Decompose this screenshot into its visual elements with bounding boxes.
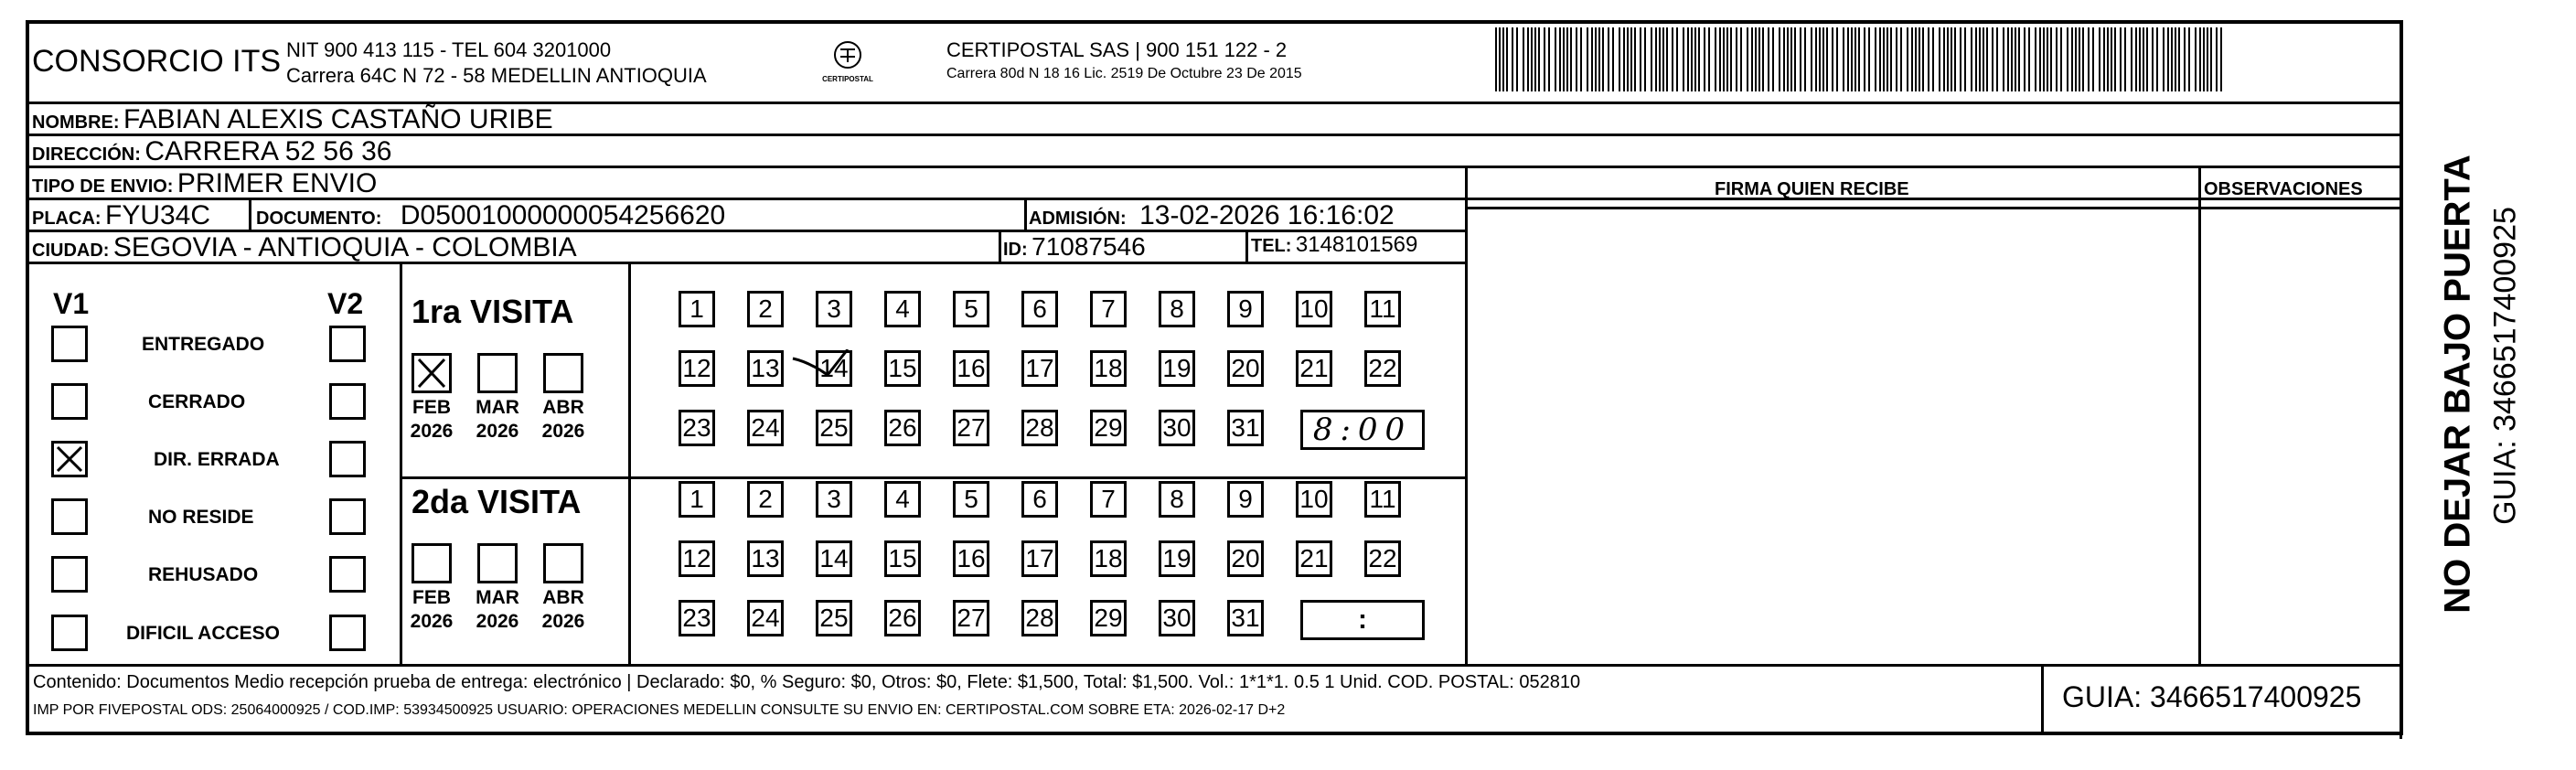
day-box[interactable]: 1	[679, 481, 715, 518]
month-label	[470, 396, 525, 444]
v1-checkbox[interactable]	[51, 556, 88, 593]
v2-label: V2	[327, 287, 364, 320]
day-box[interactable]: 8	[1159, 481, 1195, 518]
month-year: 2026	[410, 611, 454, 632]
day-box[interactable]: 25	[816, 410, 852, 446]
day-box[interactable]: 12	[679, 350, 715, 387]
month-checkbox[interactable]	[543, 543, 583, 583]
month-label	[536, 396, 591, 444]
month-checkbox[interactable]	[477, 543, 518, 583]
day-box[interactable]: 31	[1227, 600, 1264, 636]
v1-checkbox[interactable]	[51, 498, 88, 535]
visit2-title: 2da VISITA	[412, 483, 582, 520]
status-label: CERRADO	[148, 391, 246, 412]
v2-checkbox[interactable]	[329, 556, 366, 593]
month-year: 2026	[541, 611, 585, 632]
month-name: ABR	[542, 587, 584, 608]
v2-checkbox[interactable]	[329, 498, 366, 535]
company-line1: NIT 900 413 115 - TEL 604 3201000	[286, 38, 612, 61]
documento-label: DOCUMENTO:	[256, 209, 382, 229]
v2-checkbox[interactable]	[329, 615, 366, 651]
day-box[interactable]: 10	[1296, 291, 1332, 327]
day-box[interactable]: 12	[679, 540, 715, 577]
day-box[interactable]: 21	[1296, 540, 1332, 577]
month-label	[404, 396, 459, 444]
month-label	[404, 586, 459, 634]
day-box[interactable]: 15	[884, 350, 921, 387]
day-box[interactable]: 9	[1227, 291, 1264, 327]
month-name: ABR	[542, 397, 584, 418]
day-box[interactable]: 3	[816, 481, 852, 518]
month-name: MAR	[476, 587, 519, 608]
day-box[interactable]: 30	[1159, 600, 1195, 636]
admision-row	[1029, 200, 1395, 231]
day-box[interactable]: 21	[1296, 350, 1332, 387]
placa-row	[32, 200, 210, 231]
day-box[interactable]: 20	[1227, 540, 1264, 577]
day-box[interactable]: 16	[953, 350, 989, 387]
id-value: 71087546	[1031, 232, 1146, 261]
v2-checkbox[interactable]	[329, 326, 366, 362]
month-checkbox[interactable]	[477, 353, 518, 393]
day-box[interactable]: 23	[679, 600, 715, 636]
placa-label: PLACA:	[32, 209, 102, 229]
day-box[interactable]: 14	[816, 350, 852, 387]
time-value: 8:00	[1312, 412, 1413, 448]
day-box[interactable]: 8	[1159, 291, 1195, 327]
ciudad-value: SEGOVIA - ANTIOQUIA - COLOMBIA	[112, 232, 577, 262]
month-year: 2026	[476, 421, 519, 442]
day-box[interactable]: 26	[884, 600, 921, 636]
direccion-label: DIRECCIÓN:	[32, 144, 141, 165]
documento-row	[256, 200, 725, 231]
month-checkbox[interactable]	[412, 543, 452, 583]
v1-checkbox[interactable]	[51, 326, 88, 362]
day-box[interactable]: 17	[1021, 540, 1058, 577]
ciudad-row	[32, 232, 577, 263]
time-box[interactable]	[1300, 410, 1425, 450]
day-box[interactable]: 24	[747, 410, 784, 446]
status-label: ENTREGADO	[142, 334, 265, 355]
month-year: 2026	[541, 421, 585, 442]
day-box[interactable]: 18	[1090, 350, 1127, 387]
day-box[interactable]: 18	[1090, 540, 1127, 577]
month-checkbox[interactable]	[543, 353, 583, 393]
day-box[interactable]: 13	[747, 350, 784, 387]
day-box[interactable]: 11	[1364, 291, 1401, 327]
day-box[interactable]: 9	[1227, 481, 1264, 518]
placa-value: FYU34C	[105, 200, 211, 230]
month-label	[536, 586, 591, 634]
day-box[interactable]: 31	[1227, 410, 1264, 446]
logo-text: CERTIPOSTAL	[822, 75, 873, 83]
v1-checkbox[interactable]	[51, 383, 88, 420]
check-x-icon	[414, 356, 449, 390]
documento-value: D05001000000054256620	[400, 200, 726, 230]
tipo-value: PRIMER ENVIO	[176, 168, 378, 198]
day-box[interactable]: 7	[1090, 291, 1127, 327]
tel-label: TEL:	[1251, 236, 1292, 256]
no-dejar-text: NO DEJAR BAJO PUERTA	[2437, 155, 2478, 614]
id-row	[1003, 232, 1146, 262]
day-box[interactable]: 4	[884, 481, 921, 518]
day-box[interactable]: 5	[953, 291, 989, 327]
v2-checkbox[interactable]	[329, 383, 366, 420]
month-checkbox[interactable]	[412, 353, 452, 393]
day-box[interactable]: 24	[747, 600, 784, 636]
day-box[interactable]: 2	[747, 481, 784, 518]
day-box[interactable]: 13	[747, 540, 784, 577]
time-value: :	[1358, 604, 1367, 635]
day-box[interactable]: 28	[1021, 600, 1058, 636]
day-box[interactable]: 15	[884, 540, 921, 577]
tel-value: 3148101569	[1295, 232, 1418, 257]
day-box[interactable]: 27	[953, 600, 989, 636]
month-name: FEB	[412, 587, 451, 608]
day-box[interactable]: 3	[816, 291, 852, 327]
direccion-value: CARRERA 52 56 36	[144, 136, 392, 166]
day-box[interactable]: 1	[679, 291, 715, 327]
day-box[interactable]: 6	[1021, 481, 1058, 518]
month-year: 2026	[476, 611, 519, 632]
v1-checkbox[interactable]	[51, 615, 88, 651]
direccion-row	[32, 136, 392, 167]
day-box[interactable]: 25	[816, 600, 852, 636]
ciudad-label: CIUDAD:	[32, 241, 110, 261]
status-label: REHUSADO	[148, 564, 259, 585]
day-box[interactable]: 19	[1159, 540, 1195, 577]
day-box[interactable]: 28	[1021, 410, 1058, 446]
day-box[interactable]: 14	[816, 540, 852, 577]
day-box[interactable]: 5	[953, 481, 989, 518]
month-year: 2026	[410, 421, 454, 442]
month-name: MAR	[476, 397, 519, 418]
day-box[interactable]: 4	[884, 291, 921, 327]
day-box[interactable]: 23	[679, 410, 715, 446]
v1-label: V1	[53, 287, 90, 320]
status-label: DIFICIL ACCESO	[126, 623, 281, 644]
status-label: NO RESIDE	[148, 507, 254, 528]
admision-value: 13-02-2026 16:16:02	[1139, 200, 1395, 230]
day-box[interactable]: 22	[1364, 350, 1401, 387]
day-box[interactable]: 6	[1021, 291, 1058, 327]
check-mark-icon	[791, 349, 855, 386]
v2-checkbox[interactable]	[329, 441, 366, 477]
status-label: DIR. ERRADA	[154, 449, 280, 470]
company-line2: Carrera 64C N 72 - 58 MEDELLIN ANTIOQUIA	[286, 64, 707, 87]
tipo-row	[32, 168, 377, 199]
day-box[interactable]: 27	[953, 410, 989, 446]
carrier-line1: CERTIPOSTAL SAS | 900 151 122 - 2	[946, 38, 1288, 61]
footer-line1: Contenido: Documentos Medio recepción prueba de entrega: electrónico | Declarado: $0, % Seguro: $0, Otros: $0, Flete: $1,500, Total: $1,500. Vol.: 1*1*1. 0.5 1 Unid. COD. POSTAL: 052810	[33, 672, 1581, 692]
day-box[interactable]: 22	[1364, 540, 1401, 577]
side-guia-text: GUIA: 3466517400925	[2487, 207, 2523, 525]
month-name: FEB	[412, 397, 451, 418]
nombre-row	[32, 104, 553, 135]
month-label	[470, 586, 525, 634]
time-box[interactable]	[1300, 600, 1425, 640]
observaciones-header: OBSERVACIONES	[2204, 179, 2363, 199]
day-box[interactable]: 29	[1090, 600, 1127, 636]
day-box[interactable]: 29	[1090, 410, 1127, 446]
visit1-title: 1ra VISITA	[412, 293, 574, 330]
day-box[interactable]: 11	[1364, 481, 1401, 518]
day-box[interactable]: 26	[884, 410, 921, 446]
id-label: ID:	[1003, 240, 1028, 260]
day-box[interactable]: 2	[747, 291, 784, 327]
day-box[interactable]: 16	[953, 540, 989, 577]
tipo-label: TIPO DE ENVIO:	[32, 176, 174, 197]
admision-label: ADMISIÓN:	[1029, 209, 1127, 229]
day-box[interactable]: 7	[1090, 481, 1127, 518]
footer-guia: GUIA: 3466517400925	[2062, 680, 2362, 713]
tel-row	[1251, 232, 1417, 258]
day-box[interactable]: 20	[1227, 350, 1264, 387]
carrier-line2: Carrera 80d N 18 16 Lic. 2519 De Octubre 23 De 2015	[946, 66, 1302, 81]
day-box[interactable]: 19	[1159, 350, 1195, 387]
nombre-label: NOMBRE:	[32, 112, 120, 133]
day-box[interactable]: 30	[1159, 410, 1195, 446]
footer-line2: IMP POR FIVEPOSTAL ODS: 25064000925 / COD.IMP: 53934500925 USUARIO: OPERACIONES MEDELLIN CONSULTE SU ENVIO EN: CERTIPOSTAL.COM SOBRE ETA: 2026-02-17 D+2	[33, 702, 1286, 718]
day-box[interactable]: 17	[1021, 350, 1058, 387]
day-box[interactable]: 10	[1296, 481, 1332, 518]
company-name: CONSORCIO ITS	[32, 44, 282, 79]
nombre-value: FABIAN ALEXIS CASTAÑO URIBE	[123, 104, 553, 134]
v1-checkbox[interactable]	[51, 441, 88, 477]
check-x-icon	[54, 444, 85, 475]
firma-header: FIRMA QUIEN RECIBE	[1715, 179, 1909, 199]
